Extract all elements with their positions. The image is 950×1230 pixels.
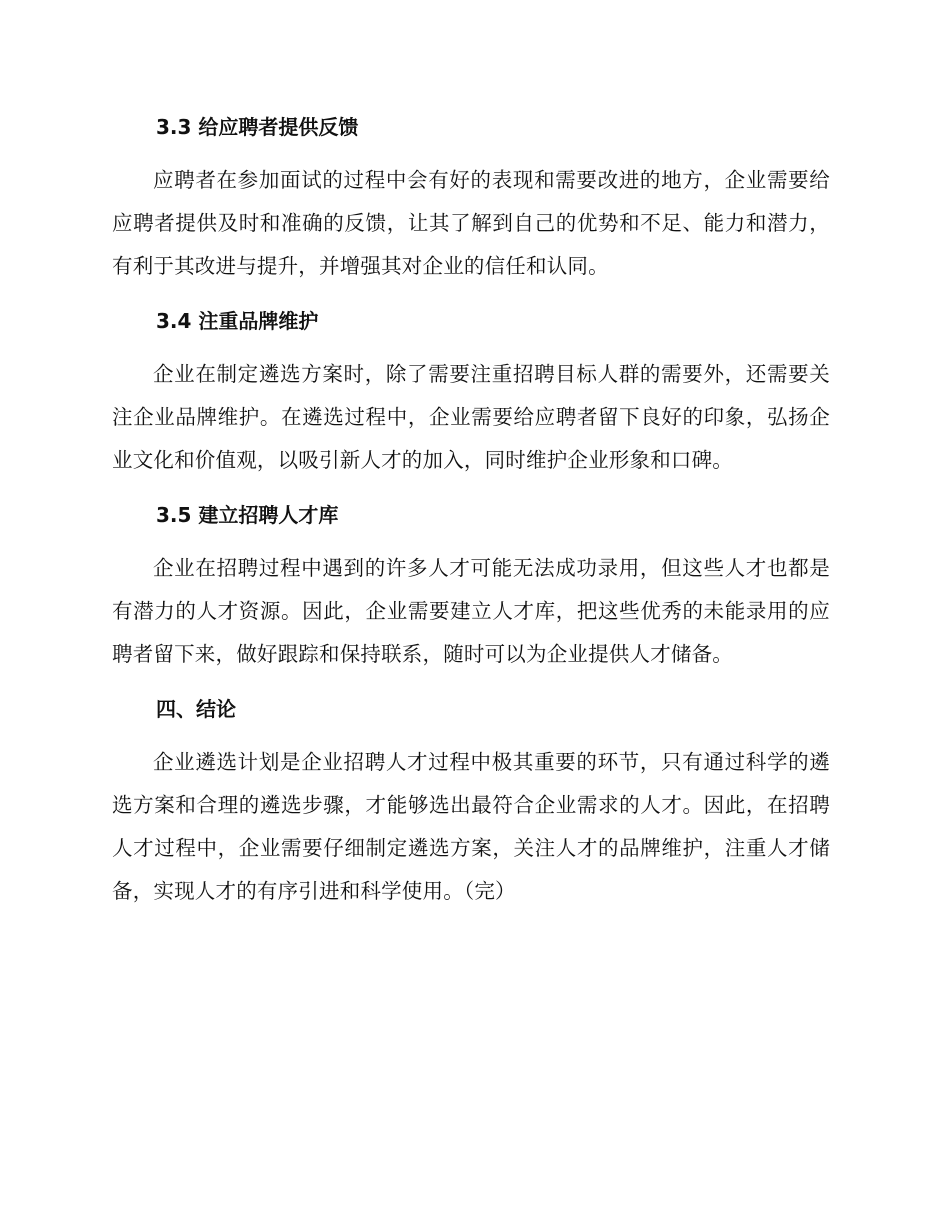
section-paragraph-conclusion: 企业遴选计划是企业招聘人才过程中极其重要的环节，只有通过科学的遴选方案和合理的遴选步骤，才能够选出最符合企业需求的人才。因此，在招聘人才过程中，企业需要仔细制定遴选方案，关注人才的品牌维护，注重人才储备，实现人才的有序引进和科学使用。（完） (112, 750, 830, 903)
section-heading-3-3: 3.3 给应聘者提供反馈 (156, 115, 359, 139)
section-heading-3-5: 3.5 建立招聘人才库 (156, 503, 339, 527)
section-paragraph-3-5: 企业在招聘过程中遇到的许多人才可能无法成功录用，但这些人才也都是有潜力的人才资源。因此，企业需要建立人才库，把这些优秀的未能录用的应聘者留下来，做好跟踪和保持联系，随时可以为企业提供人才储备。 (112, 556, 830, 666)
section-paragraph-3-4: 企业在制定遴选方案时，除了需要注重招聘目标人群的需要外，还需要关注企业品牌维护。在遴选过程中，企业需要给应聘者留下良好的印象，弘扬企业文化和价值观，以吸引新人才的加入，同时维护企业形象和口碑。 (112, 362, 830, 472)
section-heading-conclusion: 四、结论 (156, 697, 236, 721)
section-paragraph-3-3: 应聘者在参加面试的过程中会有好的表现和需要改进的地方，企业需要给应聘者提供及时和准确的反馈，让其了解到自己的优势和不足、能力和潜力，有利于其改进与提升，并增强其对企业的信任和认同。 (112, 168, 830, 278)
section-heading-3-4: 3.4 注重品牌维护 (156, 309, 319, 333)
document-page (112, 108, 830, 927)
